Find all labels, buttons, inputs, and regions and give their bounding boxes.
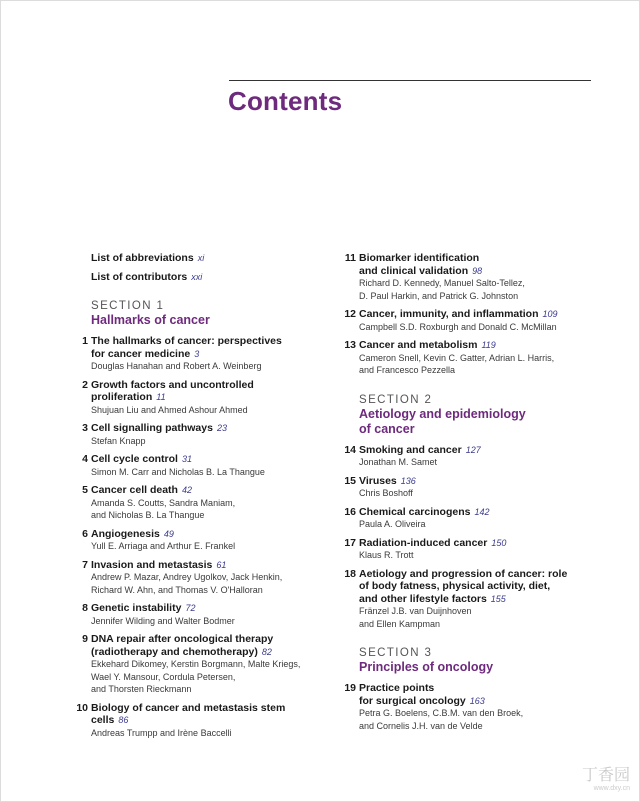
chapter-title-text: Invasion and metastasis [91, 558, 213, 571]
chapter-entry[interactable] [344, 252, 594, 302]
chapter-entry[interactable] [76, 335, 312, 373]
chapter-title-text: The hallmarks of cancer: perspectives [91, 335, 282, 347]
chapter-title-text: Radiation-induced cancer [359, 536, 488, 549]
chapter-entry[interactable] [76, 602, 312, 627]
chapter-title-line [359, 695, 594, 708]
front-matter-title: List of abbreviations [91, 252, 194, 264]
chapter-title-line [91, 379, 312, 392]
chapter-title-text: proliferation [91, 391, 153, 403]
chapter-title-text: DNA repair after oncological therapy [91, 633, 274, 645]
chapter-number: 8 [82, 602, 88, 614]
chapter-title-line [359, 506, 594, 519]
chapter-authors: and Ellen Kampman [359, 618, 441, 629]
page-title: Contents [228, 86, 343, 116]
chapter-number: 16 [344, 505, 356, 518]
page-number: 142 [474, 506, 490, 517]
page-number: 11 [156, 392, 166, 402]
chapter-authors: Campbell S.D. Roxburgh and Donald C. McMillan [359, 321, 557, 332]
chapter-title-line [91, 391, 312, 404]
section-label: SECTION 2 [359, 393, 433, 406]
chapter-entry[interactable] [76, 702, 312, 740]
page-number: 72 [185, 603, 196, 613]
page-number: 23 [216, 423, 227, 433]
chapter-authors: Stefan Knapp [91, 435, 146, 446]
chapter-number: 10 [76, 701, 88, 714]
chapter-title-line [359, 593, 594, 606]
chapter-title-text: for cancer medicine [91, 347, 191, 360]
section-title: Hallmarks of cancer [91, 313, 210, 327]
chapter-title-line [91, 484, 312, 497]
chapter-entry[interactable] [344, 682, 594, 732]
page-number: 163 [469, 695, 485, 706]
chapter-number: 17 [344, 536, 356, 549]
chapter-entry[interactable] [344, 537, 594, 562]
chapter-title-line [359, 265, 594, 278]
chapter-entry[interactable] [76, 528, 312, 553]
chapter-title-text: Smoking and cancer [359, 443, 462, 456]
chapter-entry[interactable] [344, 568, 594, 631]
chapter-title-line [91, 702, 312, 727]
page-number: 98 [472, 265, 483, 276]
chapter-title-text: Viruses [359, 474, 397, 487]
chapter-title-text: Cell cycle control [91, 453, 178, 465]
chapter-title-text: Chemical carcinogens [359, 505, 471, 518]
chapter-title-text: for surgical oncology [359, 694, 466, 707]
right-chapter-list-bottom [344, 682, 594, 732]
left-chapter-list [76, 335, 312, 739]
page-number: 136 [400, 475, 416, 486]
chapter-title-line [359, 568, 594, 581]
chapter-authors: Richard W. Ahn, and Thomas V. O'Halloran [91, 584, 263, 595]
watermark [582, 762, 630, 792]
section-1-heading [76, 299, 312, 328]
chapter-entry[interactable] [76, 484, 312, 522]
page-number: 82 [261, 646, 272, 657]
section-label: SECTION 3 [359, 647, 433, 659]
page-number: 150 [491, 537, 507, 548]
chapter-title-text: Biomarker identification [359, 252, 480, 264]
chapter-authors: Andrew P. Mazar, Andrey Ugolkov, Jack Henkin, [91, 572, 283, 582]
chapter-number: 11 [344, 252, 356, 264]
right-column [344, 252, 594, 738]
chapter-authors: Yull E. Arriaga and Arthur E. Frankel [91, 541, 236, 551]
chapter-entry[interactable] [76, 559, 312, 597]
chapter-entry[interactable] [76, 633, 312, 696]
chapter-title-text: Growth factors and uncontrolled [91, 378, 254, 391]
chapter-authors: Jennifer Wilding and Walter Bodmer [91, 615, 235, 626]
chapter-authors: Andreas Trumpp and Irène Baccelli [91, 727, 232, 738]
page-number: 86 [118, 715, 129, 725]
chapter-entry[interactable] [344, 339, 594, 377]
watermark-text: 丁香园 [581, 767, 630, 784]
chapter-number: 2 [82, 378, 88, 391]
page-number: 61 [216, 559, 227, 570]
chapter-authors: Chris Boshoff [359, 488, 413, 498]
chapter-authors: Jonathan M. Samet [359, 457, 438, 467]
chapter-title-text: and other lifestyle factors [359, 592, 487, 605]
chapter-number: 6 [82, 527, 88, 540]
chapter-authors: and Cornelis J.H. van de Velde [359, 720, 483, 731]
chapter-authors: Ekkehard Dikomey, Kerstin Borgmann, Malte Kriegs, [91, 659, 301, 669]
title-rule [229, 80, 591, 81]
chapter-title-line [359, 537, 594, 550]
front-matter-title: List of contributors [91, 271, 188, 283]
chapter-title-line [91, 348, 312, 361]
chapter-authors: Petra G. Boelens, C.B.M. van den Broek, [359, 708, 524, 718]
chapter-title-line [91, 422, 312, 435]
chapter-title-text: Cell signalling pathways [91, 422, 213, 434]
chapter-authors: D. Paul Harkin, and Patrick G. Johnston [359, 290, 519, 301]
chapter-entry[interactable] [76, 453, 312, 478]
section-label: SECTION 1 [91, 300, 165, 312]
chapter-authors: Shujuan Liu and Ahmed Ashour Ahmed [91, 404, 248, 415]
chapter-title-text: Cancer, immunity, and inflammation [359, 308, 539, 320]
page-number: 127 [465, 444, 481, 455]
chapter-title-text: and clinical validation [359, 264, 469, 277]
page-number: 49 [163, 528, 174, 539]
chapter-number: 3 [82, 422, 88, 434]
chapter-title-text: Cancer cell death [91, 484, 178, 496]
chapter-title-line [359, 580, 594, 593]
chapter-title-line [91, 646, 312, 659]
chapter-title-line [359, 475, 594, 488]
chapter-number: 4 [82, 453, 88, 465]
page-number: 3 [194, 348, 200, 359]
page-number: 155 [490, 593, 506, 604]
chapter-number: 7 [82, 558, 88, 571]
chapter-number: 15 [344, 474, 356, 487]
chapter-authors: Richard D. Kennedy, Manuel Salto-Tellez, [359, 278, 525, 288]
chapter-title-text: Genetic instability [91, 602, 182, 614]
watermark-url: www.dxy.cn [593, 785, 630, 792]
chapter-title-line [359, 252, 594, 265]
chapter-title-line [359, 308, 594, 321]
chapter-title-text: Biology of cancer and metastasis stem cells [91, 701, 286, 726]
page-number: 31 [181, 454, 192, 464]
chapter-authors: Paula A. Oliveira [359, 519, 426, 529]
right-chapter-list-top [344, 252, 594, 377]
chapter-title-line [91, 602, 312, 615]
chapter-title-text: Cancer and metabolism [359, 339, 478, 351]
page-number: 119 [481, 340, 496, 350]
chapter-number: 14 [344, 443, 356, 456]
chapter-authors: Fränzel J.B. van Duijnhoven [359, 606, 472, 616]
chapter-title-line [91, 633, 312, 646]
chapter-title-line [91, 453, 312, 466]
page-number: xi [197, 253, 205, 263]
chapter-entry[interactable] [344, 506, 594, 531]
chapter-title-text: (radiotherapy and chemotherapy) [91, 645, 258, 658]
section-2-heading [344, 393, 594, 437]
right-chapter-list-mid [344, 444, 594, 631]
chapter-title-line [91, 559, 312, 572]
chapter-title-line [359, 682, 594, 695]
chapter-authors: and Thorsten Rieckmann [91, 684, 192, 694]
page-number: 109 [542, 309, 558, 319]
chapter-title-text: of body fatness, physical activity, diet, [359, 580, 551, 592]
chapter-number: 13 [344, 339, 356, 351]
section-title-line: of cancer [359, 421, 415, 436]
chapter-entry[interactable] [344, 475, 594, 500]
chapter-authors: Simon M. Carr and Nicholas B. La Thangue [91, 466, 265, 477]
chapter-authors: Wael Y. Mansour, Cordula Petersen, [91, 671, 236, 682]
chapter-entry[interactable] [76, 379, 312, 417]
chapter-entry[interactable] [76, 422, 312, 447]
section-3-heading [344, 646, 594, 675]
front-matter-contributors[interactable] [76, 271, 312, 283]
chapter-title-text: Aetiology and progression of cancer: role [359, 567, 568, 580]
chapter-title-line [359, 339, 594, 352]
chapter-authors: and Francesco Pezzella [359, 365, 456, 375]
chapter-entry[interactable] [344, 308, 594, 333]
chapter-title-text: Angiogenesis [91, 527, 160, 540]
section-title: Principles of oncology [359, 660, 494, 674]
section-title-line: Aetiology and epidemiology [359, 406, 526, 421]
chapter-authors: Klaus R. Trott [359, 550, 414, 560]
chapter-title-line [91, 335, 312, 348]
chapter-authors: Cameron Snell, Kevin C. Gatter, Adrian L. Harris, [359, 352, 555, 363]
chapter-number: 18 [344, 567, 356, 580]
chapter-number: 12 [344, 308, 356, 320]
chapter-number: 1 [82, 335, 88, 347]
page-number: xxi [191, 272, 203, 282]
chapter-number: 19 [344, 682, 356, 694]
chapter-authors: and Nicholas B. La Thangue [91, 510, 205, 520]
front-matter-abbreviations[interactable] [76, 252, 312, 264]
chapter-number: 5 [82, 484, 88, 496]
chapter-number: 9 [82, 633, 88, 645]
chapter-title-line [91, 528, 312, 541]
page-number: 42 [181, 485, 192, 495]
chapter-authors: Douglas Hanahan and Robert A. Weinberg [91, 361, 262, 371]
chapter-title-line [359, 444, 594, 457]
chapter-authors: Amanda S. Coutts, Sandra Maniam, [91, 497, 236, 508]
chapter-entry[interactable] [344, 444, 594, 469]
chapter-title-text: Practice points [359, 682, 435, 694]
left-column [76, 252, 312, 745]
